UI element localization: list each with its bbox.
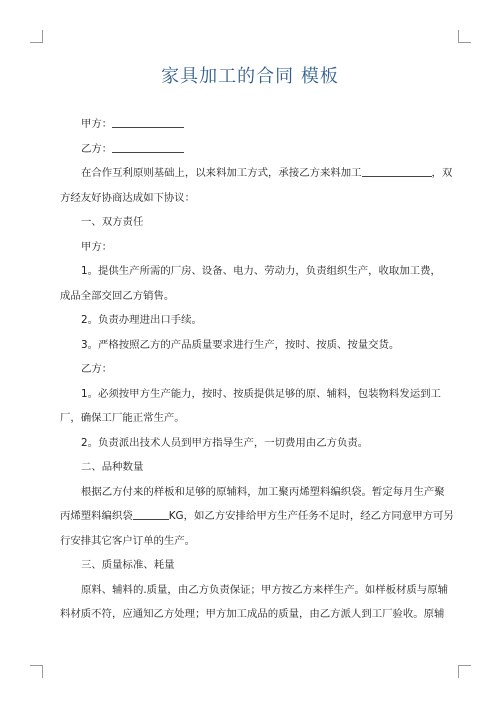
party-b-label: 乙方： [81,142,113,155]
intro-text-tail: ，双 [431,167,453,179]
party-a-label: 甲方： [81,118,113,130]
material-blank[interactable] [362,164,432,177]
party-a-item-3: 3。严格按照乙方的产品质量要求进行生产，按时、按质、按量交货。 [81,338,400,351]
section-2-line-3: 行安排其它客户订单的生产。 [60,534,196,547]
party-b-blank[interactable] [112,140,184,153]
party-a-item-2: 2。负责办理进出口手续。 [81,314,202,326]
section-heading-3: 三、质量标准、耗量 [81,559,175,571]
party-a-blank[interactable] [112,115,184,128]
section-heading-1: 一、双方责任 [81,216,144,228]
section-2-text-b: KG，如乙方安排给甲方生产任务不足时，经乙方同意甲方可另 [168,510,454,522]
party-a-item-1-line-2: 成品全部交回乙方销售。 [60,289,175,302]
party-a-subheading: 甲方： [81,240,113,253]
party-a-line [60,112,444,137]
document-body [60,112,454,627]
section-heading-2: 二、品种数量 [81,461,144,473]
section-3-line-1: 原料、辅料的.质量，由乙方负责保证；甲方按乙方来样生产。如样板材质与原辅 [81,583,448,596]
intro-paragraph-line-1 [60,161,453,186]
crop-mark-top-left [30,30,43,43]
section-2-line-2 [60,504,454,529]
section-2-text-a: 丙烯塑料编织袋 [60,510,133,522]
party-b-item-2: 2。负责派出技术人员到甲方指导生产，一切费用由乙方负责。 [81,436,369,449]
party-b-item-1-line-2: 厂，确保工厂能正常生产。 [60,412,185,424]
section-2-line-1: 根据乙方付来的样板和足够的原辅料，加工聚丙烯塑料编织袋。暂定每月生产聚 [81,485,445,498]
party-b-line [60,137,444,162]
party-b-item-1-line-1: 1。必须按甲方生产能力，按时、按质提供足够的原、辅料，包装物料发运到工 [81,387,441,400]
party-b-subheading: 乙方： [81,363,113,375]
document-title: 家具加工的合同 模板 [161,66,339,87]
party-a-item-1-line-1: 1。提供生产所需的厂房、设备、电力、劳动力，负责组织生产，收取加工费， [81,265,441,277]
crop-mark-top-right [458,30,471,43]
crop-mark-bottom-right [458,665,471,678]
section-3-line-2: 料材质不符，应通知乙方处理；甲方加工成品的质量，由乙方派人到工厂验收。原辅 [60,608,445,620]
quantity-blank[interactable] [133,507,169,520]
crop-mark-bottom-left [30,665,43,678]
intro-text: 在合作互利原则基础上，以来料加工方式，承接乙方来料加工 [81,167,362,179]
intro-paragraph-line-2: 方经友好协商达成如下协议： [60,191,196,204]
